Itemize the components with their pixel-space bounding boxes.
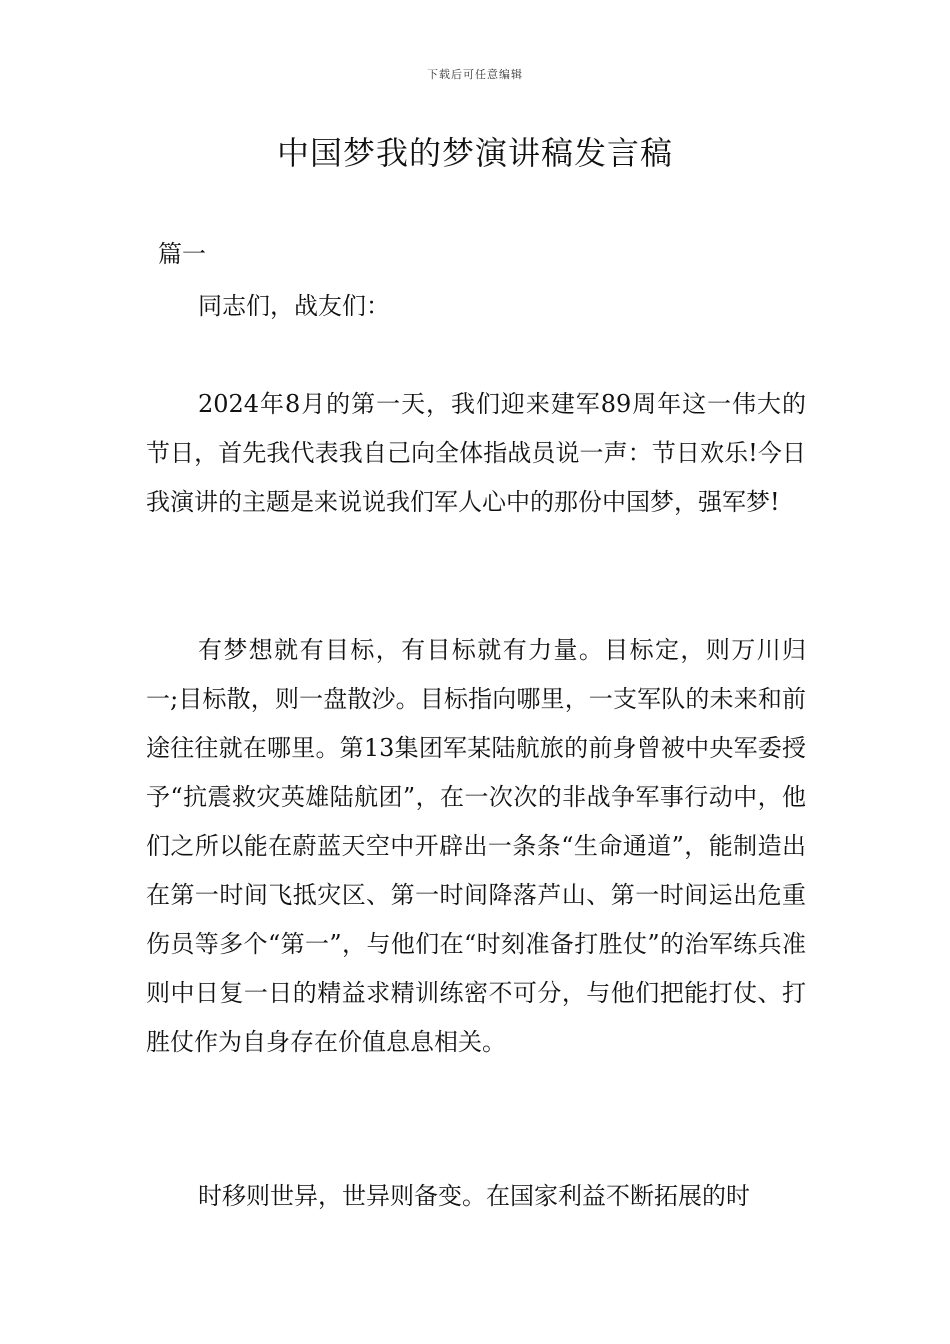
paragraph-3 bbox=[146, 1172, 806, 1221]
paragraph-2 bbox=[146, 626, 806, 1067]
paragraph-2-text: 有梦想就有目标，有目标就有力量。目标定，则万川归一;目标散，则一盘散沙。目标指向哪里，一支军队的未来和前途往往就在哪里。第13集团军某陆航旅的前身曾被中央军委授予“抗震救灾英雄陆航团”，在一次次的非战争军事行动中，他们之所以能在蔚蓝天空中开辟出一条条“生命通道”，能制造出在第一时间飞抵灾区、第一时间降落芦山、第一时间运出危重伤员等多个“第一”，与他们在“时刻准备打胜仗”的治军练兵准则中日复一日的精益求精训练密不可分，与他们把能打仗、打胜仗作为自身存在价值息息相关。 bbox=[146, 636, 806, 1056]
salutation-text: 同志们，战友们： bbox=[198, 292, 390, 320]
paragraph-1-text: 2024年8月的第一天，我们迎来建军89周年这一伟大的节日，首先我代表我自己向全体指战员说一声：节日欢乐!今日我演讲的主题是来说说我们军人心中的那份中国梦，强军梦! bbox=[146, 390, 806, 516]
header-note: 下载后可任意编辑 bbox=[427, 68, 523, 81]
paragraph-3-text: 时移则世异，世异则备变。在国家利益不断拓展的时 bbox=[198, 1182, 750, 1210]
document-title: 中国梦我的梦演讲稿发言稿 bbox=[276, 134, 673, 172]
salutation bbox=[146, 282, 806, 331]
paragraph-1 bbox=[146, 380, 806, 527]
section-label: 篇一 bbox=[158, 240, 206, 268]
